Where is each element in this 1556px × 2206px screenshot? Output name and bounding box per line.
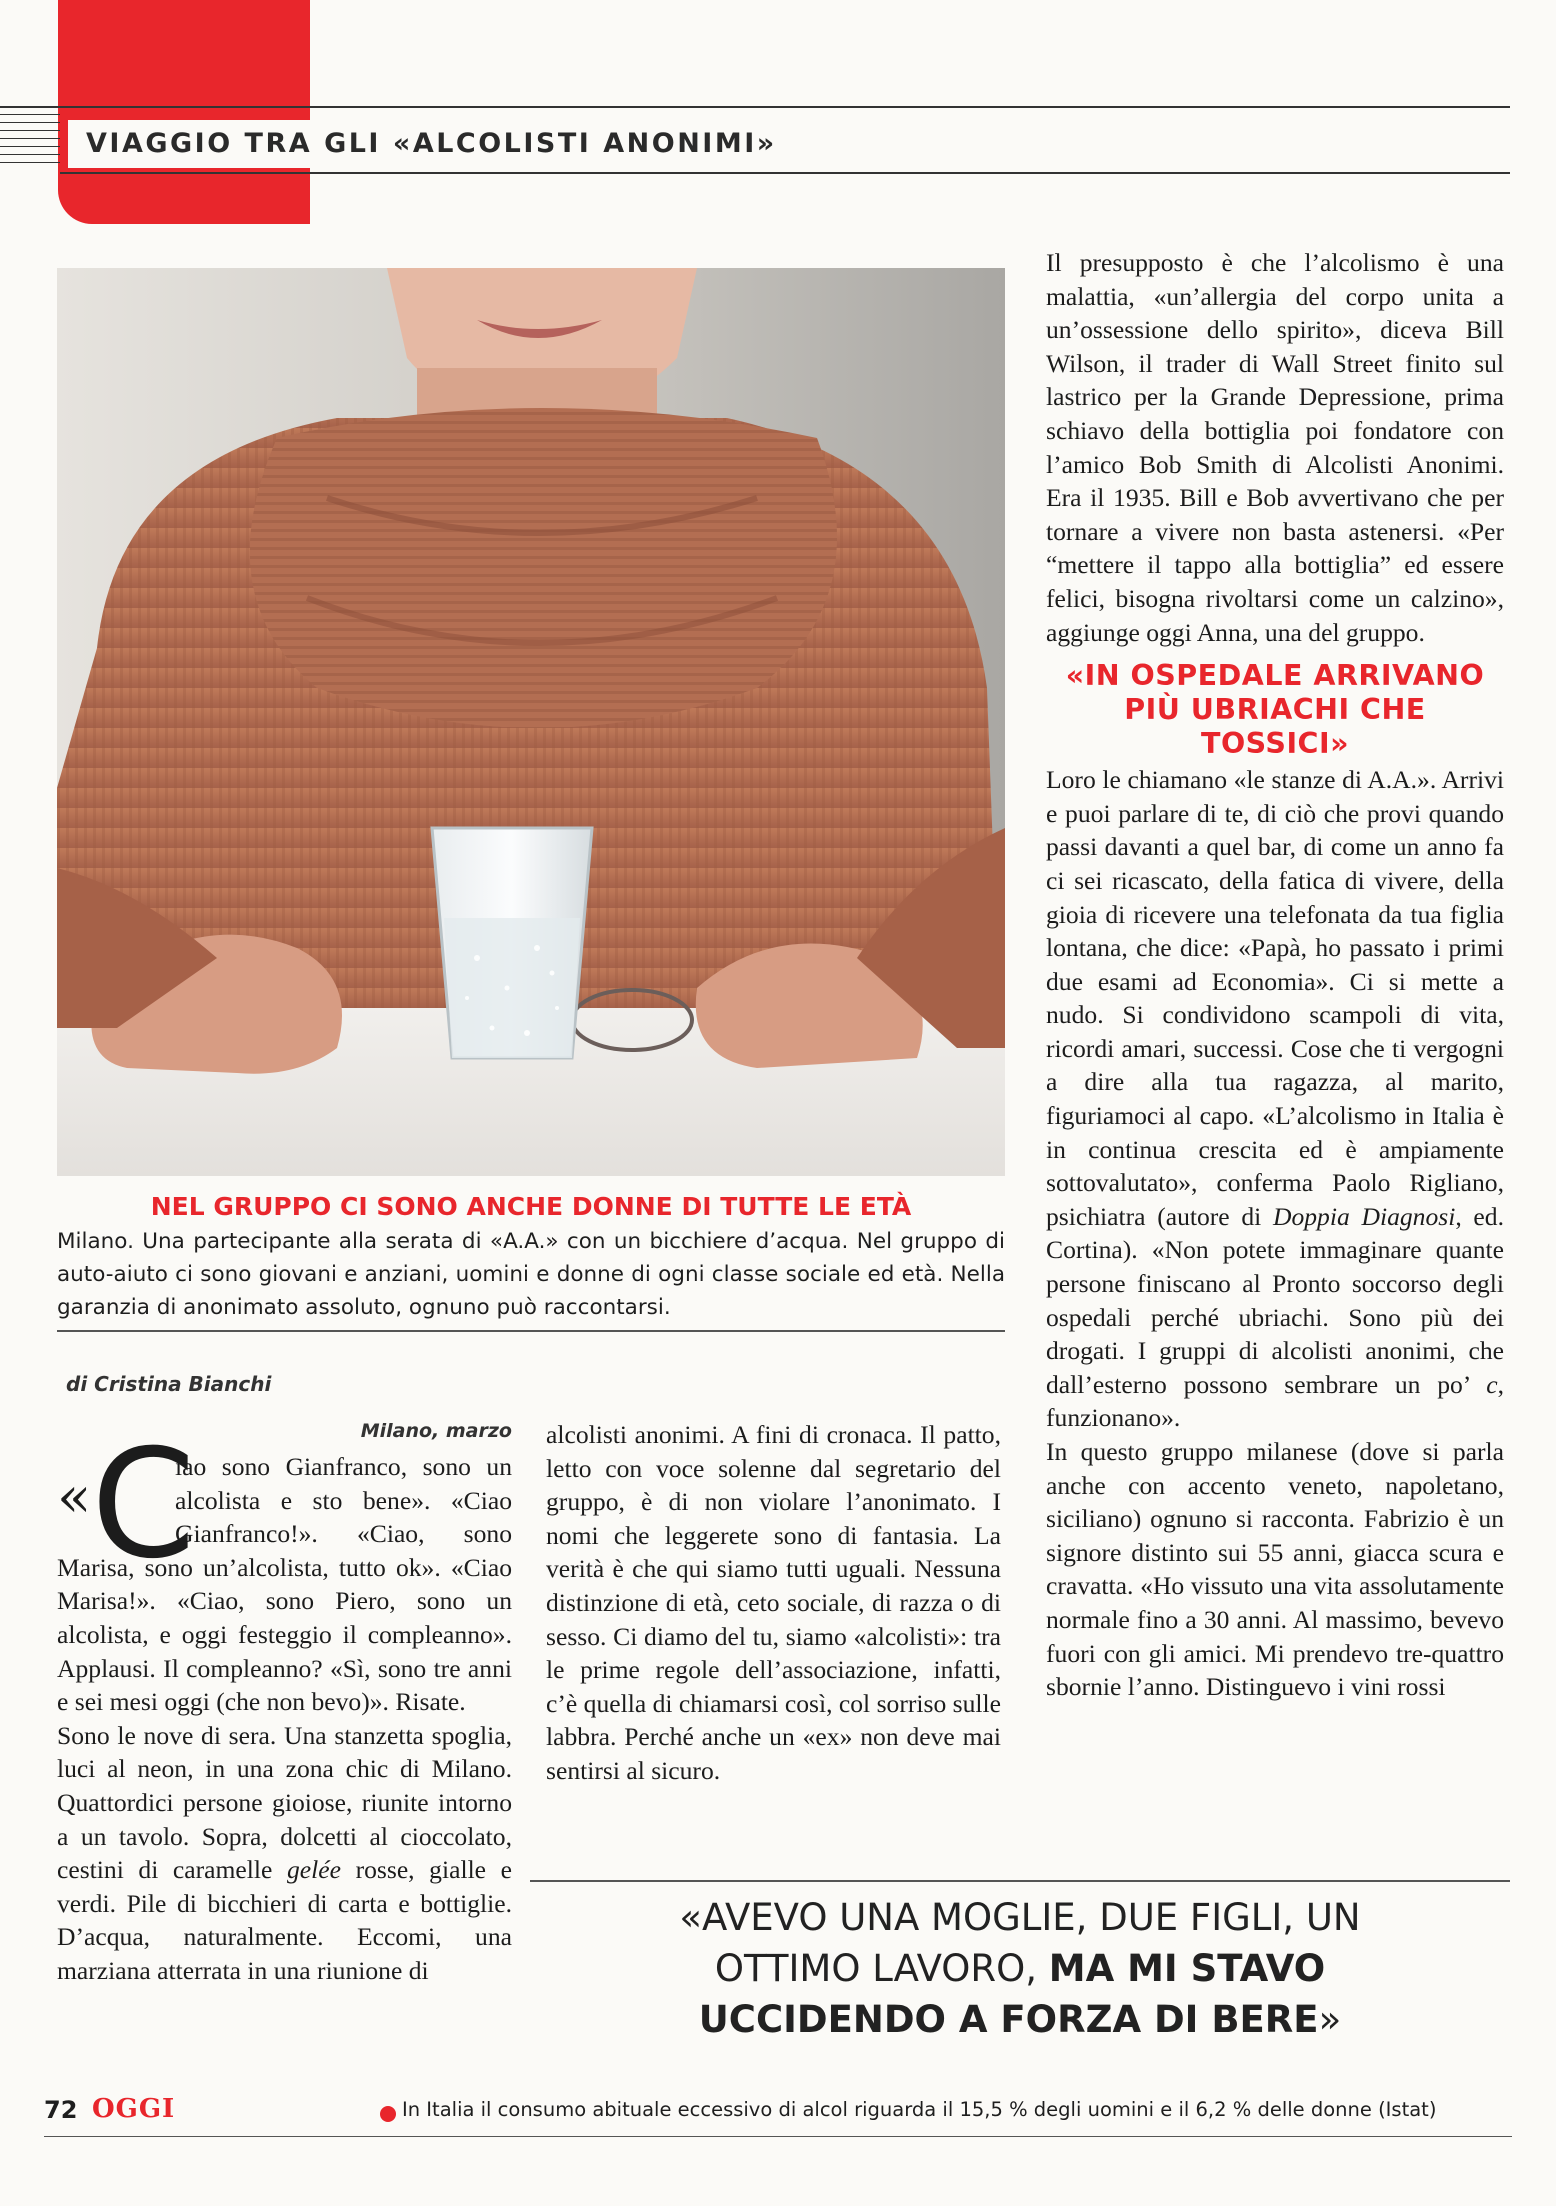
paragraph: Il presupposto è che l’alcolismo è una malattia, «un’allergia del corpo unita a un’ossessione dello spirito», diceva Bill Wilson, il trader di Wall Street finito sul lastrico per la Grande Depressione, prima schiavo della bottiglia poi fondatore con l’amico Bob Smith di Alcolisti Anonimi. Era il 1935. Bill e Bob avvertivano che per tornare a vivere non basta astenersi. «Per “mettere il tappo alla bottiglia” ed essere felici, bisogna rivoltarsi come un calzino», aggiunge oggi Anna, una del gruppo. <box>1046 248 1504 647</box>
dropcap <box>57 1418 196 1592</box>
paragraph-emphasis: c <box>1486 1369 1498 1399</box>
paragraph-emphasis: gelée <box>286 1855 341 1885</box>
pullquote-rule <box>530 1880 1510 1882</box>
pullquote-line: «AVEVO UNA MOGLIE, DUE FIGLI, UN <box>679 1896 1361 1939</box>
caption-title: NEL GRUPPO CI SONO ANCHE DONNE DI TUTTE LE ETÀ <box>150 1192 912 1221</box>
article-photo <box>57 268 1005 1176</box>
section-title: VIAGGIO TRA GLI «ALCOLISTI ANONIMI» <box>68 120 1486 168</box>
subheading-line: PIÙ UBRIACHI CHE TOSSICI» <box>1124 693 1426 761</box>
header-rule-mark <box>0 154 60 155</box>
header-rule-mark <box>0 162 60 163</box>
header-rule-mark <box>0 130 60 131</box>
article-column-3 <box>1046 246 1504 1704</box>
paragraph-text: Sono le nove di sera. Una stanzetta spoglia, luci al neon, in una zona chic di Milano. Quattordici persone gioiose, riunite intorno a un tavolo. Sopra, dolcetti al cioccolato, cestini di caramelle <box>57 1720 512 1885</box>
header-rule-mark <box>0 122 60 123</box>
paragraph-text: rosse, gialle e verdi. Pile di bicchieri di carta e bottiglie. D’acqua, naturalmente. Eccomi, una marziana atterrata in una riunione di <box>57 1855 512 1985</box>
bullet-dot-icon <box>380 2106 396 2122</box>
caption-text: Milano. Una partecipante alla serata di «A.A.» con un bicchiere d’acqua. Nel gruppo di auto-aiuto ci sono giovani e anziani, uomini e donne di ogni classe sociale ed età. Nella garanzia di anonimato assoluto, ognuno può raccontarsi. <box>57 1229 1005 1320</box>
dropcap-letter: C <box>91 1418 196 1592</box>
pullquote-bold: MA MI STAVO <box>1048 1947 1326 1990</box>
paragraph-text: Loro le chiamano «le stanze di A.A.». Arrivi e puoi parlare di te, di ciò che provi quando passi davanti a quel bar, di come un anno fa ci sei ricascato, della fatica di vivere, della gioia di ricevere una telefonata da tua figlia lontana, che dice: «Papà, ho passato i primi due esami ad Economia». Ci si mette a nudo. Si condividono scampoli di vita, ricordi amari, successi. Cose che ti vergogni a dire alla tua ragazza, al marito, figuriamoci al capo. «L’alcolismo in Italia è in continua crescita ed è ampiamente sottovalutato», conferma Paolo Rigliano, psichiatra (autore di <box>1046 765 1504 1231</box>
paragraph-text: iao sono Gianfranco, sono un alcolista e sto bene». «Ciao Gianfranco!». «Ciao, sono Marisa, sono un’alcolista, tutto ok». «Ciao Marisa!». «Ciao, sono Piero, sono un alcolista, e oggi festeggio il compleanno». Applausi. Il compleanno? «Sì, sono tre anni e sei mesi oggi (che non bevo)». Risate. <box>57 1452 512 1717</box>
caption-divider <box>57 1330 1005 1332</box>
page-number: 72 <box>44 2096 78 2124</box>
magazine-logo: OGGI <box>92 2094 176 2124</box>
byline: di Cristina Bianchi <box>66 1372 272 1396</box>
paragraph-emphasis: Doppia Diagnosi <box>1272 1201 1456 1231</box>
footer-note: In Italia il consumo abituale eccessivo di alcol riguarda il 15,5 % degli uomini e il 6,2 % delle donne (Istat) <box>402 2098 1437 2121</box>
paragraph-text: , funzionano». <box>1046 1369 1504 1433</box>
paragraph: alcolisti anonimi. A fini di cronaca. Il patto, letto con voce solenne dal segretario del gruppo, è di non violare l’anonimato. I nomi che leggerete sono di fantasia. La verità è che qui siamo tutti uguali. Nessuna distinzione di età, ceto sociale, di razza o di sesso. Ci diamo del tu, siamo «alcolisti»: tra le prime regole dell’associazione, infatti, c’è quella di chiamarsi così, col sorriso sulle labbra. Perché anche un «ex» non deve mai sentirsi al sicuro. <box>546 1420 1001 1785</box>
dropcap-guillemet: « <box>57 1465 92 1530</box>
article-column-2 <box>546 1418 1001 1788</box>
pullquote-line <box>540 1994 1500 2045</box>
dateline: Milano, marzo <box>360 1420 512 1442</box>
header-rule-mark <box>0 138 60 139</box>
paragraph-text: , ed. Cortina). «Non potete immaginare quante persone finiscano al Pronto soccorso degli ospedali perché ubriachi. Sono più dei drogati. I gruppi di alcolisti anonimi, che dall’esterno possono sembrare un po’ <box>1046 1201 1504 1399</box>
paragraph <box>1046 763 1504 1435</box>
header-rule-bottom <box>60 172 1510 174</box>
header-rule-top <box>0 106 1510 108</box>
photo-elderly-woman-glass-of-water-icon <box>57 268 1005 1176</box>
subheading <box>1046 659 1504 761</box>
pullquote-text: » <box>1318 1998 1342 2041</box>
pullquote-text: OTTIMO LAVORO, <box>714 1947 1049 1990</box>
section-color-tab <box>58 0 310 224</box>
subheading-line: «IN OSPEDALE ARRIVANO <box>1065 659 1485 693</box>
paragraph: In questo gruppo milanese (dove si parla anche con accento veneto, napoletano, siciliano) ognuno si racconta. Fabrizio è un signore distinto sui 55 anni, giacca scura e cravatta. «Ho vissuto una vita assolutamente normale fino a 30 anni. Al massimo, bevevo fuori con gli amici. Mi prendevo tre-quattro sbornie l’anno. Distinguevo i vini rossi <box>1046 1437 1504 1702</box>
pullquote-line <box>540 1943 1500 1994</box>
pullquote <box>540 1892 1500 2045</box>
header-rule-mark <box>0 146 60 147</box>
header-rule-mark <box>0 114 60 115</box>
pullquote-bold: UCCIDENDO A FORZA DI BERE <box>698 1998 1319 2041</box>
footer-rule <box>44 2136 1512 2137</box>
paragraph <box>57 1719 512 1988</box>
